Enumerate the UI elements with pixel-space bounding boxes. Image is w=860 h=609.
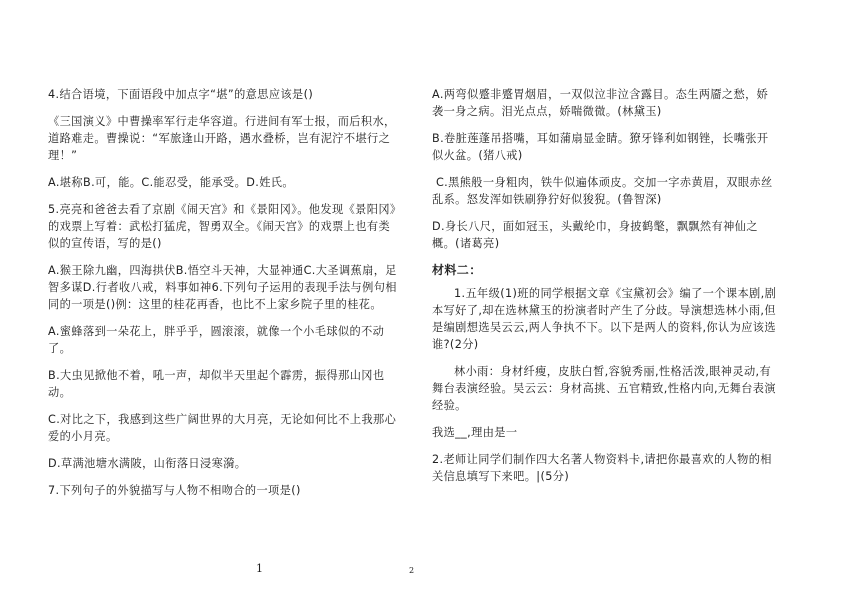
material-question-1: 1.五年级(1)班的同学根据文章《宝黛初会》编了一个课本剧,剧本写好了,却在选林黛玉的扮演者时产生了分歧。导演想选林小雨,但是编剧想选吴云云,两人争执不下。以下是两人的资料,你认为应该选谁?(2分) [432,287,777,351]
question-6-option-c: C.对比之下，我感到这些广阔世界的大月亮，无论如何比不上我那心爱的小月亮。 [48,413,397,443]
question-7-option-b: B.卷脏莲蓬吊搭嘴，耳如蒲扇显金睛。獠牙锋利如钢锉，长嘴张开似火盆。(猪八戒) [432,132,769,162]
question-4-stem: 4.结合语境，下面语段中加点字“堪”的意思应该是() [48,88,314,101]
question-6-option-b: B.大虫见掀他不着，吼一声，却似半天里起个霹雳，振得那山冈也动。 [48,369,385,399]
material-two-heading: 材料二： [432,263,482,277]
material-question-2: 2.老师让同学们制作四大名著人物资料卡,请把你最喜欢的人物的相关信息填写下来吧。|(5分) [432,453,772,483]
question-7-option-c: C.黑熊般一身粗肉，铁牛似遍体顽皮。交加一字赤黄眉，双眼赤丝乱系。怒发浑如铁刷狰狞好似狻猊。(鲁智深) [432,176,773,206]
question-7-stem: 7.下列句子的外貌描写与人物不相吻合的一项是() [48,484,301,497]
question-4-passage: 《三国演义》中曹操率军行走华容道。行进间有军士报，而后积水，道路难走。曹操说：“军旅逢山开路，遇水叠桥，岂有泥泞不堪行之理！” [48,115,396,162]
question-4-options: A.堪称B.可，能。C.能忍受，能承受。D.姓氏。 [48,176,294,189]
question-7-option-a: A.两弯似蹙非蹙胃烟眉，一双似泣非泣含露目。态生两靥之愁，娇袭一身之病。泪光点点，娇喘微微。(林黛玉) [432,88,769,118]
question-5-options-question-6-stem: A.猴王除九幽，四海拱伏B.悟空斗天神，大显神通C.大圣调蕉扇，足智多谋D.行者收八戒，料事如神6.下列句子运用的表现手法与例句相同的一项是()例：这里的桂花再香，也比不上家乡院子里的桂花。 [48,264,397,311]
question-6-option-a: A.蜜蜂落到一朵花上，胖乎乎，圆滚滚，就像一个小毛球似的不动了。 [48,325,385,355]
question-6-option-d: D.草满池塘水满陂，山衔落日浸寒漪。 [48,457,247,470]
page-number-right: 2 [409,566,415,575]
answer-line: 我选__,理由是一 [432,426,518,439]
candidate-profiles: 林小雨：身材纤瘦，皮肤白皙,容貌秀丽,性格活泼,眼神灵动,有舞台表演经验。吴云云：身材高挑、五官精致,性格内向,无舞台表演经验。 [432,365,776,412]
left-column [48,86,398,509]
question-7-option-d: D.身长八尺，面如冠玉，头戴纶巾，身披鹤氅，飘飘然有神仙之概。(诸葛亮) [432,220,758,250]
right-column [432,86,778,495]
question-5-stem: 5.亮亮和爸爸去看了京剧《闹天宫》和《景阳冈》。他发现《景阳冈》的戏票上写着：武松打猛虎，智勇双全。《闹天宫》的戏票上也有类似的宣传语，写的是() [48,203,396,250]
page-number-left: 1 [256,562,263,575]
